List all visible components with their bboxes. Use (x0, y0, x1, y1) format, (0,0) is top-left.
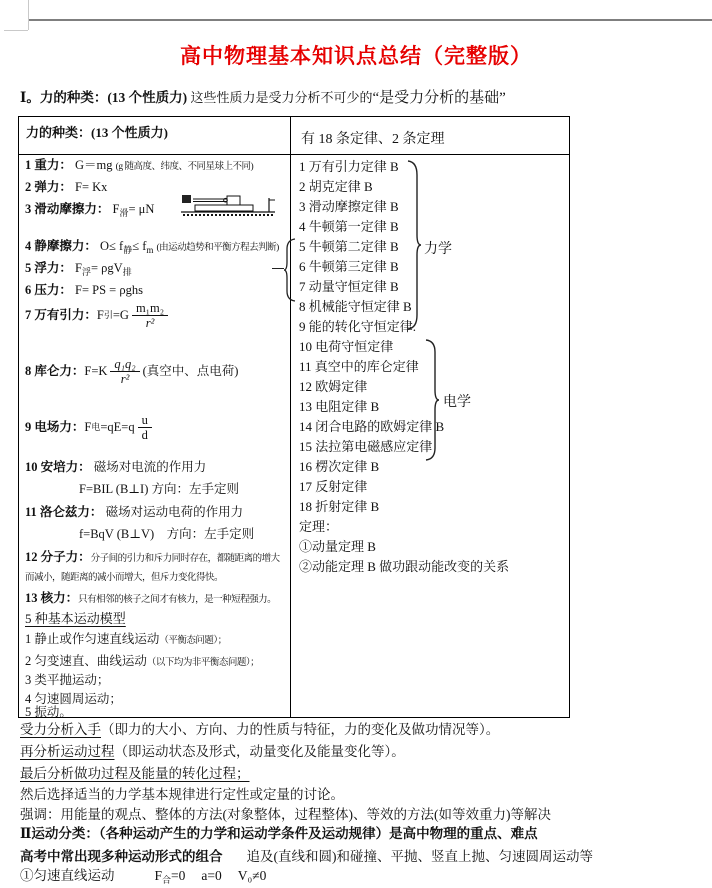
force-line-static-friction: 4 静摩擦力： $O\le f_静\le f_m$ (由运动趋势和平衡方程去判断) (25, 239, 279, 255)
electricity-group-label: 电学 (443, 395, 471, 410)
law-item: 3 滑动摩擦定律 B (299, 199, 399, 214)
electricity-brace (424, 338, 440, 462)
law-item: 7 动量守恒定律 B (299, 279, 399, 294)
analysis-line-3: 最后分析做功过程及能量的转化过程； (20, 766, 250, 781)
force-line-buoyancy: 5 浮力： $F_浮= \rho gV_排$ (25, 261, 132, 277)
newton-laws-brace-tick (272, 268, 284, 269)
analysis-line-4: 然后选择适当的力学基本规律进行定性或定量的讨论。 (20, 787, 344, 802)
mechanics-brace (406, 159, 422, 331)
force-line-pressure: 6 压力： F= PS = ρghs (25, 283, 143, 297)
law-item: 14 闭合电路的欧姆定律 B (299, 419, 445, 434)
fraction: q₁q₂ r² (110, 357, 139, 387)
motion-model-2: 2 匀变速直、曲线运动（以下均为非平衡态问题）； (25, 654, 260, 668)
force-line-nuclear: 13 核力：只有相邻的核子之间才有核力，是一种短程强力。 (25, 591, 277, 605)
motion-model-1: 1 静止或作匀速直线运动（平衡态问题）； (25, 632, 227, 646)
fraction: u d (138, 413, 152, 443)
force-line-ampere: 10 安培力： 磁场对电流的作用力 (25, 460, 207, 474)
law-item: 13 电阻定律 B (299, 399, 380, 414)
theorem-item-2: ②动能定理 B 做功跟动能改变的关系 (299, 559, 510, 574)
fraction: m₁m₂ r² (132, 301, 168, 331)
law-item: 18 折射定律 B (299, 499, 380, 514)
law-item: 6 牛顿第三定律 B (299, 259, 399, 274)
law-item: 8 机械能守恒定律 B (299, 299, 412, 314)
law-item: 16 楞次定律 B (299, 459, 380, 474)
force-line-lorentz-formula: f=BqV (B⊥V) 方向：左手定则 (79, 527, 255, 541)
newton-laws-brace (283, 237, 297, 303)
table-header-left: 力的种类：(13 个性质力) (19, 117, 291, 154)
force-line-elastic: 2 弹力： F= Kx (25, 180, 108, 194)
motion-model-4: 4 匀速圆周运动； (25, 692, 122, 706)
force-line-gravity: 1 重力： G＝mg (g 随高度、纬度、不同星球上不同) (25, 158, 254, 172)
table-header-row (19, 117, 569, 155)
forces-laws-table (18, 116, 570, 718)
section1-heading-mid: 这些性质力是受力分析不可少的 (190, 90, 373, 105)
laws-list (299, 157, 509, 577)
theorem-heading: 定理： (299, 519, 339, 534)
analysis-line-1: 受力分析入手（即力的大小、方向、力的性质与特征，力的变化及做功情况等）。 (20, 722, 500, 737)
law-item: 12 欧姆定律 (299, 379, 368, 394)
exam-combination-line: 高考中常出现多种运动形式的组合 追及(直线和圆)和碰撞、平抛、竖直上抛、匀速圆周运动等 (20, 849, 593, 864)
section1-heading-bold: Ⅰ。力的种类：(13 个性质力) (20, 90, 188, 105)
section1-heading-quote: “是受力分析的基础” (372, 90, 506, 106)
law-item: 15 法拉第电磁感应定律 (299, 439, 433, 454)
table-header-right: 有 18 条定律、2 条定理 (301, 132, 445, 147)
forces-cell (19, 155, 291, 717)
force-line-sliding-friction: 3 滑动摩擦力： $F_滑= \mu N$ (25, 202, 155, 218)
friction-experiment-figure (179, 191, 279, 219)
section2-heading: Ⅱ运动分类：（各种运动产生的力学和运动学条件及运动规律）是高中物理的重点、难点 (20, 826, 538, 841)
law-item: 17 反射定律 (299, 479, 368, 494)
section1-heading (20, 86, 506, 107)
analysis-line-5: 强调：用能量的观点、整体的方法(对象整体，过程整体)、等效的方法(如等效重力)等解决 (20, 807, 551, 822)
motion-models-header: 5 种基本运动模型 (25, 611, 126, 626)
header-rule (28, 19, 712, 21)
force-line-coulomb: 8 库仑力： F=K q₁q₂ r² (真空中、点电荷) (25, 357, 239, 387)
law-item: 10 电荷守恒定律 (299, 339, 394, 354)
force-line-molecular: 12 分子力：分子间的引力和斥力同时存在，都随距离的增大而减小，随距离的减小而增大，但斥力变化得快。 (25, 550, 280, 583)
margin-crop-mark-horizontal (4, 30, 28, 31)
margin-crop-mark-vertical (28, 0, 29, 30)
mechanics-group-label: 力学 (424, 242, 452, 257)
theorem-item-1: ①动量定理 B (299, 539, 376, 554)
law-item: 11 真空中的库仑定律 (299, 359, 419, 374)
law-item: 5 牛顿第二定律 B (299, 239, 399, 254)
law-item: 2 胡克定律 B (299, 179, 373, 194)
law-item: 1 万有引力定律 B (299, 159, 399, 174)
motion-model-5: 5 振动。 (25, 705, 72, 719)
analysis-line-2: 再分析运动过程（即运动状态及形式，动量变化及能量变化等）。 (20, 744, 405, 759)
force-line-electric-field: 9 电场力： F 电 =qE=q u d (25, 413, 155, 443)
doc-title: 高中物理基本知识点总结（完整版） (180, 44, 532, 68)
uniform-linear-motion-line: ①匀速直线运动 $F_合=0$ a=0 V₀≠0 (20, 868, 267, 885)
force-line-ampere-formula: F=BIL (B⊥I) 方向：左手定则 (79, 482, 240, 496)
law-item: 4 牛顿第一定律 B (299, 219, 399, 234)
law-item: 9 能的转化守恒定律. (299, 319, 417, 334)
force-line-lorentz: 11 洛仑兹力： 磁场对运动电荷的作用力 (25, 505, 244, 519)
motion-model-3: 3 类平抛运动； (25, 673, 110, 687)
force-line-universal-gravitation: 7 万有引力： F 引 =G m₁m₂ r² (25, 301, 171, 331)
